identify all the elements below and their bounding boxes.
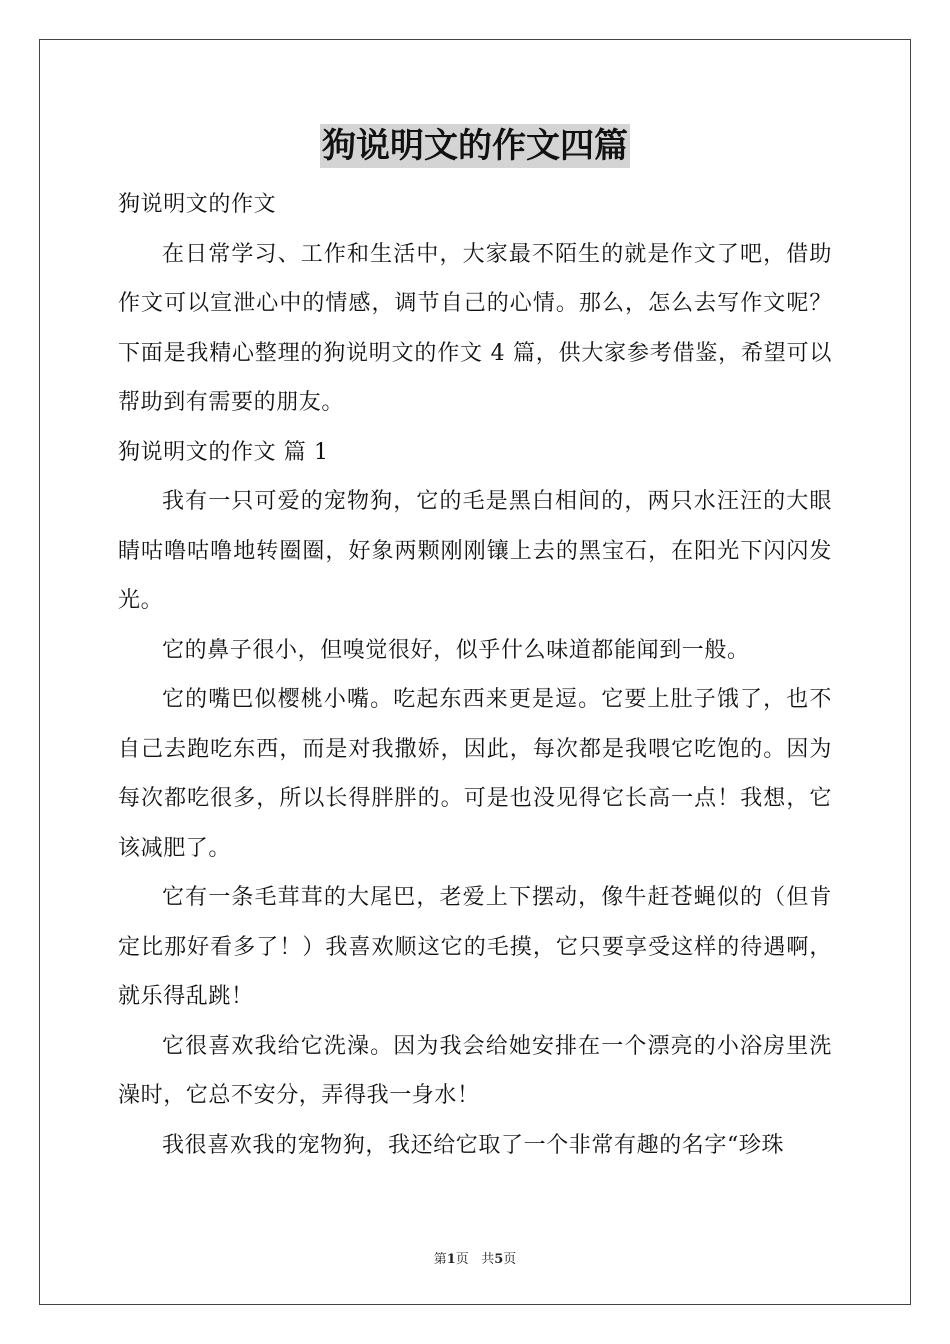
paragraph: 我有一只可爱的宠物狗，它的毛是黑白相间的，两只水汪汪的大眼睛咕噜咕噜地转圈圈，好象两颗刚刚镶上去的黑宝石，在阳光下闪闪发光。 — [118, 489, 832, 613]
paragraph: 狗说明文的作文 篇 1 — [118, 439, 329, 465]
title-container — [0, 124, 950, 168]
page-prefix: 第 — [433, 1252, 447, 1267]
page-total: 5 — [494, 1252, 504, 1267]
paragraph: 它的鼻子很小，但嗅觉很好，似乎什么味道都能闻到一般。 — [162, 637, 750, 663]
document-title: 狗说明文的作文四篇 — [322, 126, 628, 166]
paragraph: 它的嘴巴似樱桃小嘴。吃起东西来更是逗。它要上肚子饿了，也不自己去跑吃东西，而是对我撒娇，因此，每次都是我喂它吃饱的。因为每次都吃很多，所以长得胖胖的。可是也没见得它长高一点！我想，它该减肥了。 — [118, 687, 832, 861]
paragraph: 我很喜欢我的宠物狗，我还给它取了一个非常有趣的名字“珍珠 — [162, 1132, 785, 1158]
page-suffix: 页 — [455, 1252, 469, 1267]
paragraph: 在日常学习、工作和生活中，大家最不陌生的就是作文了吧，借助作文可以宣泄心中的情感，调节自己的心情。那么，怎么去写作文呢？下面是我精心整理的狗说明文的作文 4 篇，供大家参考借鉴，希望可以帮助到有需要的朋友。 — [118, 241, 832, 415]
page-footer — [0, 1248, 950, 1267]
document-body — [118, 180, 832, 1170]
paragraph: 它很喜欢我给它洗澡。因为我会给她安排在一个漂亮的小浴房里洗澡时，它总不安分，弄得我一身水！ — [118, 1033, 832, 1108]
total-prefix: 共 — [481, 1252, 495, 1267]
paragraph: 它有一条毛茸茸的大尾巴，老爱上下摆动，像牛赶苍蝇似的（但肯定比那好看多了！）我喜欢顺这它的毛摸，它只要享受这样的待遇啊，就乐得乱跳！ — [118, 885, 832, 1009]
paragraph: 狗说明文的作文 — [118, 192, 277, 217]
page-current: 1 — [446, 1252, 456, 1267]
total-suffix: 页 — [503, 1252, 517, 1267]
